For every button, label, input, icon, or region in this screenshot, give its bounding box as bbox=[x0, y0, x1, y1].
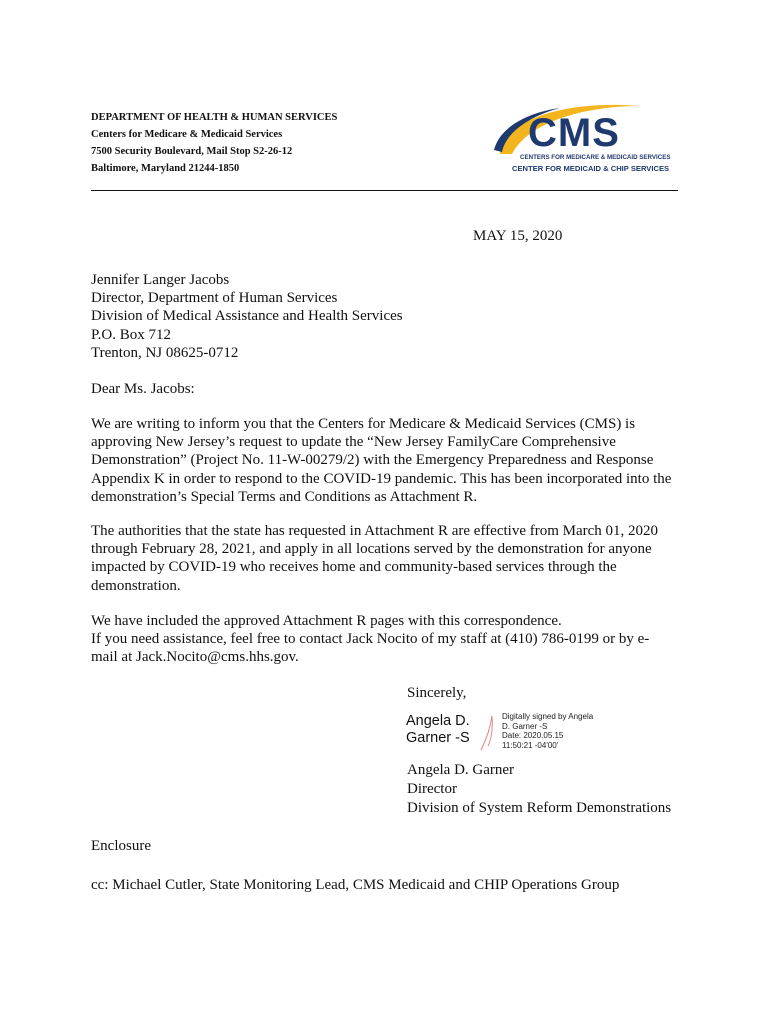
paragraph-line: Demonstration” (Project No. 11-W-00279/2) with the Emergency Preparedness and Response bbox=[91, 452, 654, 469]
paragraph-line: We have included the approved Attachment R pages with this correspondence. bbox=[91, 613, 562, 629]
signer-block bbox=[407, 761, 671, 818]
cms-logo-line1: CENTERS FOR MEDICARE & MEDICAID SERVICES bbox=[520, 154, 671, 161]
digital-signature[interactable] bbox=[406, 712, 606, 752]
paragraph-line: We are writing to inform you that the Centers for Medicare & Medicaid Services (CMS) is bbox=[91, 416, 636, 432]
recipient-address bbox=[91, 271, 691, 362]
cc-line: cc: Michael Cutler, State Monitoring Lead, CMS Medicaid and CHIP Operations Group bbox=[91, 877, 620, 893]
agency-department: DEPARTMENT OF HEALTH & HUMAN SERVICES bbox=[91, 112, 338, 123]
recipient-line: Trenton, NJ 08625-0712 bbox=[91, 344, 239, 361]
paragraph-line: impacted by COVID-19 who receives home and community-based services through the bbox=[91, 559, 617, 576]
recipient-line: Director, Department of Human Services bbox=[91, 290, 338, 307]
signature-name: Angela D. Garner -S bbox=[406, 713, 470, 746]
recipient-line: P.O. Box 712 bbox=[91, 326, 172, 343]
paragraph-line: through February 28, 2021, and apply in all locations served by the demonstration for anyone bbox=[91, 541, 652, 558]
agency-city: Baltimore, Maryland 21244-1850 bbox=[91, 163, 240, 174]
paragraph-line: Appendix K in order to respond to the COVID-19 pandemic. This has been incorporated into the bbox=[91, 470, 672, 487]
agency-address-block bbox=[91, 109, 337, 177]
agency-street: 7500 Security Boulevard, Mail Stop S2-26-12 bbox=[91, 146, 293, 157]
salutation: Dear Ms. Jacobs: bbox=[91, 381, 195, 397]
signer-title: Director bbox=[407, 781, 457, 797]
paragraph-approval bbox=[91, 415, 691, 506]
paragraph-line: mail at Jack.Nocito@cms.hhs.gov. bbox=[91, 649, 299, 666]
paragraph-line: demonstration. bbox=[91, 577, 181, 594]
letter-date: MAY 15, 2020 bbox=[473, 228, 563, 244]
paragraph-line: approving New Jersey’s request to update the “New Jersey FamilyCare Comprehensive bbox=[91, 434, 616, 451]
signature-details: Digitally signed by Angela D. Garner -S Date: 2020.05.15 11:50:21 -04'00' bbox=[502, 712, 594, 750]
signature-mark-icon bbox=[478, 712, 502, 752]
agency-center: Centers for Medicare & Medicaid Services bbox=[91, 129, 283, 140]
recipient-line: Jennifer Langer Jacobs bbox=[91, 272, 230, 288]
signer-division: Division of System Reform Demonstrations bbox=[407, 800, 672, 816]
header-divider bbox=[91, 190, 678, 191]
cms-logo bbox=[490, 96, 680, 178]
signer-name: Angela D. Garner bbox=[407, 762, 515, 778]
paragraph-authorities bbox=[91, 522, 691, 595]
paragraph-line: If you need assistance, feel free to contact Jack Nocito of my staff at (410) 786-0199 or by e- bbox=[91, 631, 650, 648]
paragraph-line: The authorities that the state has requested in Attachment R are effective from March 01, 2020 bbox=[91, 523, 659, 539]
cms-logo-line2: CENTER FOR MEDICAID & CHIP SERVICES bbox=[512, 164, 670, 173]
closing: Sincerely, bbox=[407, 685, 467, 701]
enclosure-note: Enclosure bbox=[91, 838, 151, 854]
cms-logo-acronym: CMS bbox=[528, 111, 620, 155]
paragraph-contact bbox=[91, 612, 691, 667]
recipient-line: Division of Medical Assistance and Health Services bbox=[91, 308, 403, 325]
paragraph-line: demonstration’s Special Terms and Conditions as Attachment R. bbox=[91, 488, 478, 505]
